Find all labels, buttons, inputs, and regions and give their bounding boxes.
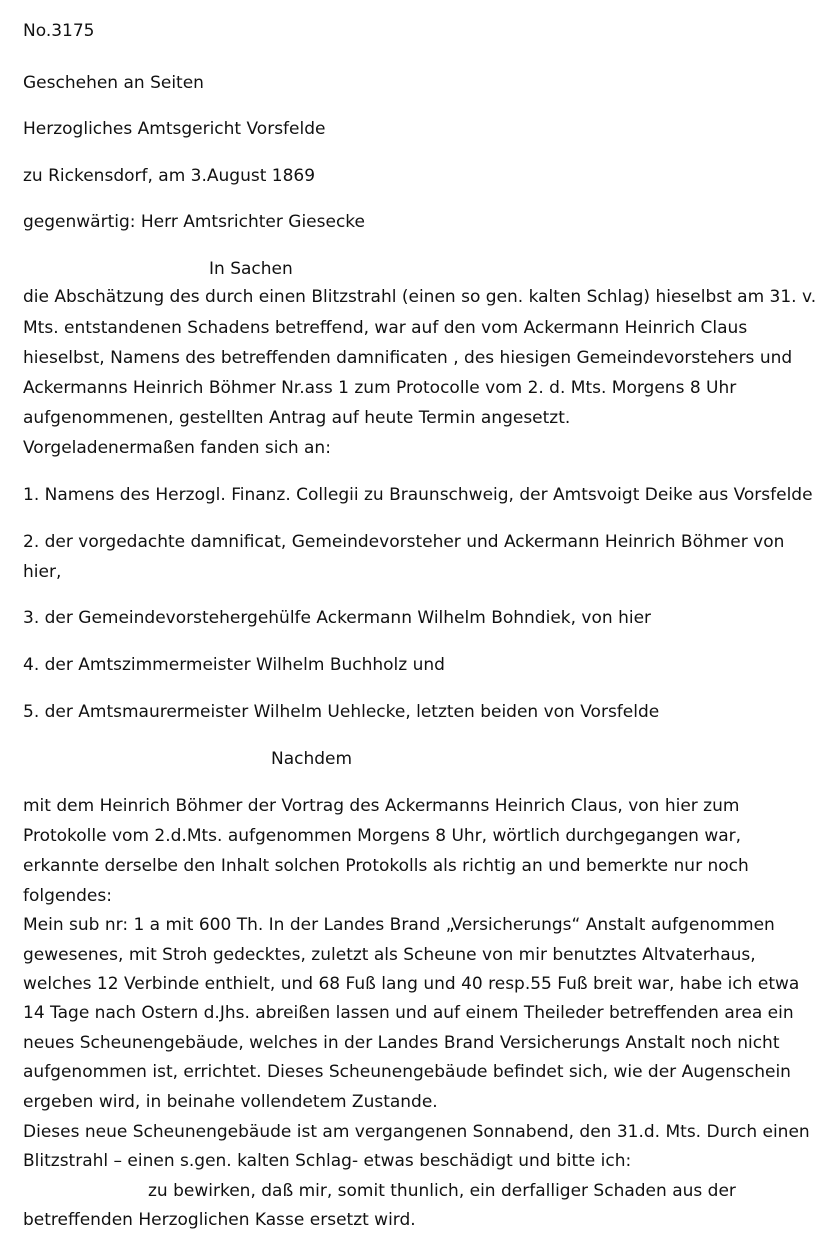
body-line: welches 12 Verbinde enthielt, und 68 Fuß lang und 40 resp.55 Fuß breit war, habe ich etwa xyxy=(23,974,800,994)
body-line: Blitzstrahl – einen s.gen. kalten Schlag- etwas beschädigt und bitte ich: xyxy=(23,1151,632,1171)
body-line: zu bewirken, daß mir, somit thunlich, ein derfalliger Schaden aus der xyxy=(148,1181,736,1201)
intro-line: Vorgeladenermaßen fanden sich an: xyxy=(23,438,331,458)
body-line: folgendes: xyxy=(23,886,112,906)
heading-in-sachen: In Sachen xyxy=(209,259,293,279)
header-line: gegenwärtig: Herr Amtsrichter Giesecke xyxy=(23,212,366,232)
intro-line: Ackermanns Heinrich Böhmer Nr.ass 1 zum Protocolle vom 2. d. Mts. Morgens 8 Uhr xyxy=(23,378,737,398)
document-number: No.3175 xyxy=(23,21,95,41)
attendee-line: hier, xyxy=(23,562,62,582)
attendee-line: 5. der Amtsmaurermeister Wilhelm Uehlecke, letzten beiden von Vorsfelde xyxy=(23,702,660,722)
body-line: Protokolle vom 2.d.Mts. aufgenommen Morgens 8 Uhr, wörtlich durchgegangen war, xyxy=(23,826,742,846)
body-line: Dieses neue Scheunengebäude ist am vergangenen Sonnabend, den 31.d. Mts. Durch einen xyxy=(23,1122,810,1142)
intro-line: aufgenommenen, gestellten Antrag auf heute Termin angesetzt. xyxy=(23,408,571,428)
header-line: Herzogliches Amtsgericht Vorsfelde xyxy=(23,119,326,139)
body-line: aufgenommen ist, errichtet. Dieses Scheunengebäude befindet sich, wie der Augenschein xyxy=(23,1062,791,1082)
intro-line: hieselbst, Namens des betreffenden damnificaten , des hiesigen Gemeindevorstehers und xyxy=(23,348,793,368)
intro-line: Mts. entstandenen Schadens betreffend, war auf den vom Ackermann Heinrich Claus xyxy=(23,318,748,338)
body-line: Mein sub nr: 1 a mit 600 Th. In der Landes Brand „Versicherungs“ Anstalt aufgenommen xyxy=(23,915,775,935)
body-line: ergeben wird, in beinahe vollendetem Zustande. xyxy=(23,1092,438,1112)
header-line: zu Rickensdorf, am 3.August 1869 xyxy=(23,166,316,186)
attendee-line: 2. der vorgedachte damnificat, Gemeindevorsteher und Ackermann Heinrich Böhmer von xyxy=(23,532,785,552)
body-line: erkannte derselbe den Inhalt solchen Protokolls als richtig an und bemerkte nur noch xyxy=(23,856,749,876)
header-line: Geschehen an Seiten xyxy=(23,73,204,93)
attendee-line: 4. der Amtszimmermeister Wilhelm Buchholz und xyxy=(23,655,445,675)
body-line: 14 Tage nach Ostern d.Jhs. abreißen lassen und auf einem Theileder betreffenden area ein xyxy=(23,1003,794,1023)
body-line: betreffenden Herzoglichen Kasse ersetzt wird. xyxy=(23,1210,416,1230)
intro-line: die Abschätzung des durch einen Blitzstrahl (einen so gen. kalten Schlag) hieselbst am 31. v. xyxy=(23,287,817,307)
attendee-line: 1. Namens des Herzogl. Finanz. Collegii zu Braunschweig, der Amtsvoigt Deike aus Vorsfelde xyxy=(23,485,813,505)
body-line: mit dem Heinrich Böhmer der Vortrag des Ackermanns Heinrich Claus, von hier zum xyxy=(23,796,740,816)
body-line: gewesenes, mit Stroh gedecktes, zuletzt als Scheune von mir benutztes Altvaterhaus, xyxy=(23,945,756,965)
body-line: neues Scheunengebäude, welches in der Landes Brand Versicherungs Anstalt noch nicht xyxy=(23,1033,780,1053)
attendee-line: 3. der Gemeindevorstehergehülfe Ackermann Wilhelm Bohndiek, von hier xyxy=(23,608,652,628)
heading-nachdem: Nachdem xyxy=(271,749,353,769)
